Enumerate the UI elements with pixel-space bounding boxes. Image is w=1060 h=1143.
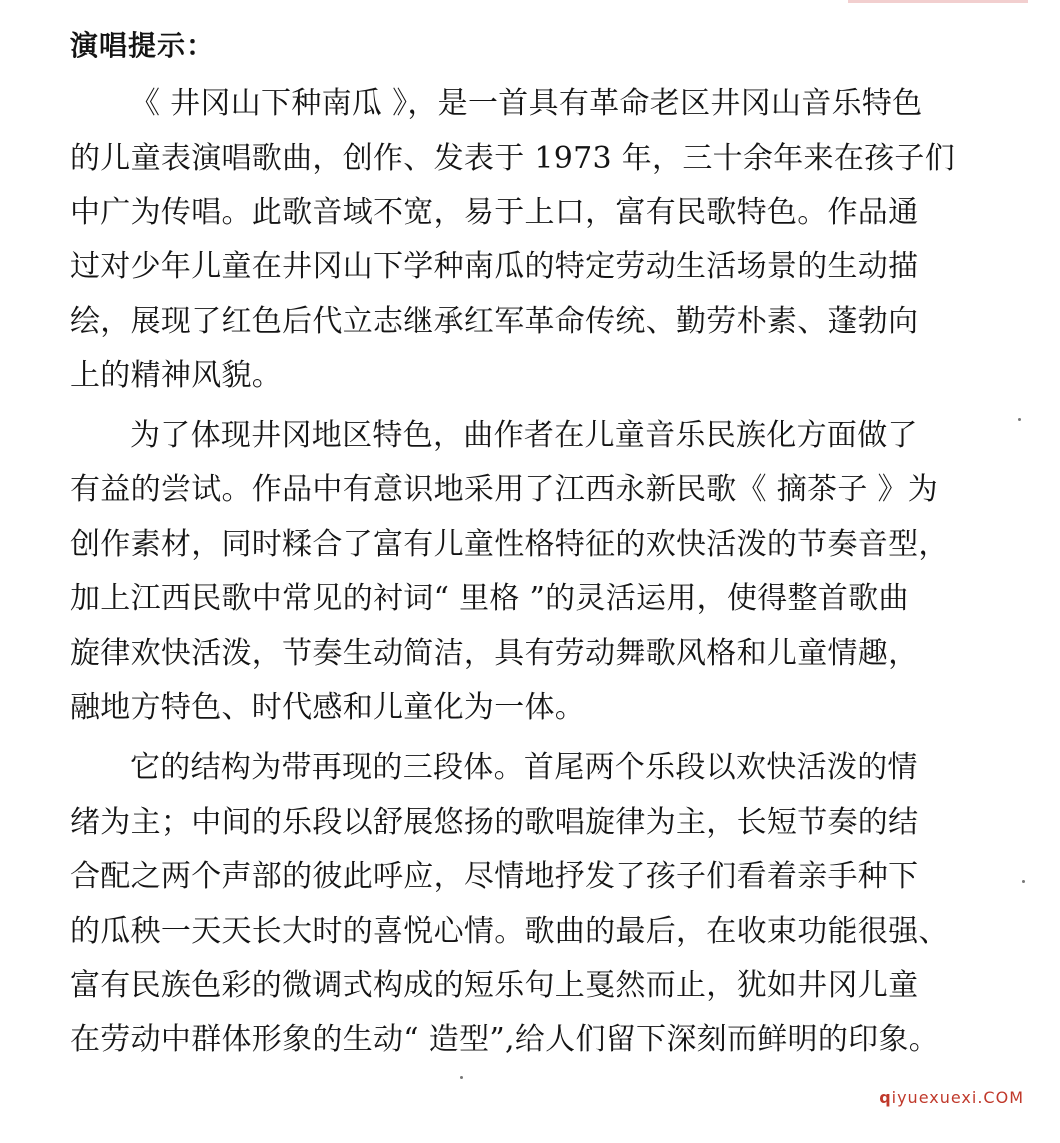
- scan-speck: [1022, 880, 1025, 883]
- paragraph-3-line-6: 在劳动中群体形象的生动“ 造型”,给人们留下深刻而鲜明的印象。: [70, 1022, 940, 1057]
- paragraph-3-line-2: 绪为主；中间的乐段以舒展悠扬的歌唱旋律为主，长短节奏的结: [70, 805, 919, 840]
- paragraph-2-line-5: 旋律欢快活泼，节奏生动简洁，具有劳动舞歌风格和儿童情趣，: [70, 636, 919, 671]
- paragraph-2-line-6: 融地方特色、时代感和儿童化为一体。: [70, 690, 586, 725]
- paragraph-1-line-4: 过对少年儿童在井冈山下学种南瓜的特定劳动生活场景的生动描: [70, 249, 919, 284]
- paragraph-2-line-2: 有益的尝试。作品中有意识地采用了江西永新民歌《 摘茶子 》为: [70, 472, 939, 507]
- paragraph-3-line-3: 合配之两个声部的彼此呼应，尽情地抒发了孩子们看着亲手种下: [70, 859, 919, 894]
- paragraph-3-line-4: 的瓜秧一天天长大时的喜悦心情。歌曲的最后，在收束功能很强、: [70, 914, 949, 949]
- site-watermark: [879, 1088, 1024, 1107]
- paragraph-3-line-5: 富有民族色彩的微调式构成的短乐句上戛然而止，犹如井冈儿童: [70, 968, 919, 1003]
- paragraph-2-line-1: 为了体现井冈地区特色，曲作者在儿童音乐民族化方面做了: [130, 418, 918, 453]
- paragraph-1-line-5: 绘，展现了红色后代立志继承红军革命传统、勤劳朴素、蓬勃向: [70, 304, 919, 339]
- section-heading: 演唱提示：: [70, 29, 216, 62]
- paragraph-1-line-1: 《 井冈山下种南瓜 》，是一首具有革命老区井冈山音乐特色: [130, 86, 923, 121]
- paragraph-1-line-6: 上的精神风貌。: [70, 358, 283, 393]
- paragraph-1-line-3: 中广为传唱。此歌音域不宽，易于上口，富有民歌特色。作品通: [70, 195, 919, 230]
- watermark-prefix: q: [879, 1088, 892, 1107]
- paragraph-2-line-4: 加上江西民歌中常见的衬词“ 里格 ”的灵活运用，使得整首歌曲: [70, 581, 909, 616]
- scan-speck: [1018, 418, 1021, 421]
- watermark-text: iyuexuexi.COM: [891, 1088, 1024, 1107]
- scan-speck: [460, 1076, 463, 1079]
- paragraph-2-line-3: 创作素材，同时糅合了富有儿童性格特征的欢快活泼的节奏音型，: [70, 527, 949, 562]
- paragraph-1-line-2: 的儿童表演唱歌曲，创作、发表于 1973 年，三十余年来在孩子们: [70, 141, 956, 176]
- top-edge-mark: [848, 0, 1028, 3]
- paragraph-3-line-1: 它的结构为带再现的三段体。首尾两个乐段以欢快活泼的情: [130, 750, 918, 785]
